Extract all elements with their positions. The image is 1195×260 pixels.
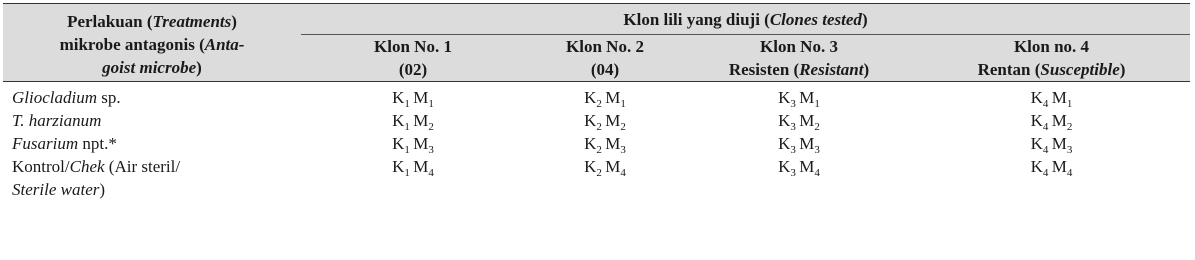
clone-name: Klon No. 1 [374, 37, 452, 56]
treatment-column-header: Perlakuan (Treatments) mikrobe antagonis (Anta- goist microbe) [3, 4, 301, 82]
clone-detail: Rentan (Susceptible) [977, 60, 1126, 79]
clone-detail: (04) [590, 60, 620, 79]
treatment-code: $K_2$ $M_2$ [584, 111, 626, 133]
treatment-label: T. harzianum [12, 111, 102, 130]
clone-detail: (02) [398, 60, 428, 79]
table-row [3, 82, 1190, 110]
clone-name: Klon No. 2 [566, 37, 644, 56]
treatment-code: $K_4$ $M_4$ [1030, 157, 1073, 179]
treatment-code: $K_2$ $M_1$ [584, 88, 626, 110]
table-row-control [3, 155, 1190, 201]
treatment-code: $K_4$ $M_1$ [1030, 88, 1073, 110]
treatment-table [3, 3, 1190, 201]
treatment-code: $K_2$ $M_3$ [584, 134, 626, 156]
treatment-label: Fusarium npt.* [12, 134, 117, 153]
treatment-code: $K_2$ $M_4$ [584, 157, 626, 179]
clone-detail: Resisten (Resistant) [728, 60, 870, 79]
treatment-label: Kontrol/Chek (Air steril/ Sterile water) [12, 157, 181, 199]
treatment-label: Gliocladium sp. [12, 88, 121, 107]
clone-header-4 [913, 35, 1190, 82]
clones-group-header: Klon lili yang diuji (Clones tested) [301, 4, 1190, 35]
treatment-code: $K_4$ $M_3$ [1030, 134, 1073, 156]
treatment-code: $K_3$ $M_4$ [778, 157, 820, 179]
treatment-table-wrapper [3, 3, 1190, 201]
table-row [3, 109, 1190, 132]
clone-name: Klon no. 4 [1013, 37, 1090, 56]
table-row [3, 132, 1190, 155]
treatment-code: $K_1$ $M_3$ [392, 134, 434, 156]
treatment-code: $K_1$ $M_2$ [392, 111, 434, 133]
treatment-code: $K_3$ $M_3$ [778, 134, 820, 156]
treatment-code: $K_3$ $M_1$ [778, 88, 820, 110]
treatment-code: $K_1$ $M_4$ [392, 157, 434, 179]
treatment-code: $K_3$ $M_2$ [778, 111, 820, 133]
table-body [3, 82, 1190, 202]
clone-header-1 [301, 35, 525, 82]
clone-name: Klon No. 3 [760, 37, 838, 56]
treatment-code: $K_1$ $M_1$ [392, 88, 434, 110]
clone-header-2 [525, 35, 685, 82]
treatment-code: $K_4$ $M_2$ [1030, 111, 1073, 133]
clone-header-3 [685, 35, 913, 82]
